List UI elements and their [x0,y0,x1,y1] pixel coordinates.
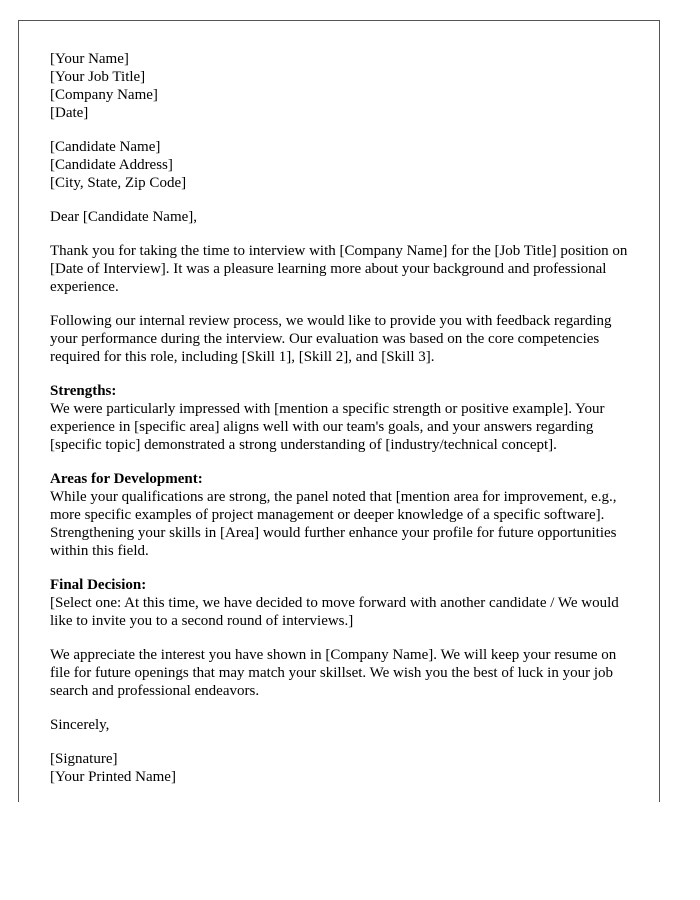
closing-paragraph: We appreciate the interest you have shown in [Company Name]. We will keep your resume on file for future openings that may match your skillset. We wish you the best of luck in your job search and professional endeavors. [50,647,617,699]
decision-heading: Final Decision: [50,577,147,593]
review-paragraph: Following our internal review process, we would like to provide you with feedback regarding your performance during the interview. Our evaluation was based on the core competencies required for this role, including [Skill 1], [Skill 2], and [Skill 3]. [50,313,612,365]
decision-section [50,576,630,630]
recipient-address: [Candidate Address] [50,157,173,173]
signoff: Sincerely, [50,717,110,733]
recipient-city-state-zip: [City, State, Zip Code] [50,175,187,191]
sender-block [50,50,630,122]
strengths-section [50,382,630,454]
salutation: Dear [Candidate Name], [50,209,198,225]
recipient-block [50,138,630,192]
development-heading: Areas for Development: [50,471,203,487]
sender-name: [Your Name] [50,51,129,67]
strengths-body: We were particularly impressed with [mention a specific strength or positive example]. Your experience in [specific area] aligns well with our team's goals, and your answers regarding [specific topic] demonstrated a strong understanding of [industry/technical concept]. [50,401,605,453]
development-body: While your qualifications are strong, the panel noted that [mention area for improvement, e.g., more specific examples of project management or deeper knowledge of a specific software]. Strengthening your skills in [Area] would further enhance your profile for future opportunities within this field. [50,489,617,559]
signature-line: [Signature] [50,751,118,767]
strengths-heading: Strengths: [50,383,117,399]
decision-body: [Select one: At this time, we have decided to move forward with another candidate / We would like to invite you to a second round of interviews.] [50,595,619,629]
sender-company: [Company Name] [50,87,158,103]
letter-date: [Date] [50,105,89,121]
letter-body [50,50,630,786]
development-section [50,470,630,560]
signature-block [50,750,630,786]
intro-paragraph: Thank you for taking the time to interview with [Company Name] for the [Job Title] position on [Date of Interview]. It was a pleasure learning more about your background and professional experience. [50,243,628,295]
letter-page [18,20,660,802]
printed-name: [Your Printed Name] [50,769,176,785]
sender-job-title: [Your Job Title] [50,69,146,85]
recipient-name: [Candidate Name] [50,139,161,155]
